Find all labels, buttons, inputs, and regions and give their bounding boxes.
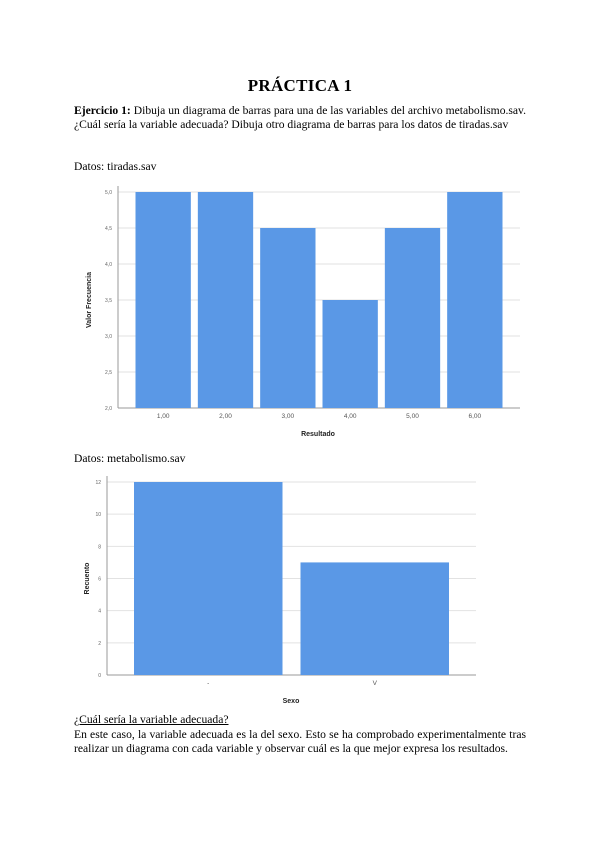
x-tick-label: 2,00: [219, 413, 232, 420]
y-tick-label: 12: [95, 480, 101, 486]
y-tick-label: 2,0: [105, 406, 112, 412]
y-tick-label: 6: [98, 576, 101, 583]
y-axis-title: Recuento: [84, 562, 91, 595]
x-tick-label: -: [207, 680, 210, 687]
bar: [301, 562, 450, 675]
exercise-text: Dibuja un diagrama de barras para una de las variables del archivo metabolismo.sav. ¿Cuál sería la variable adecuada? Dibuja otro diagrama de barras para los datos de tiradas.sav: [74, 104, 526, 131]
page-title: PRÁCTICA 1: [247, 76, 353, 95]
y-tick-label: 10: [95, 512, 101, 519]
x-tick-label: 3,00: [281, 413, 295, 420]
exercise-label: Ejercicio 1:: [74, 104, 131, 117]
y-tick-label: 8: [98, 544, 101, 551]
x-tick-label: 5,00: [406, 413, 419, 420]
y-tick-label: 4,5: [105, 226, 112, 232]
x-axis-title: Resultado: [301, 431, 335, 438]
x-tick-label: V: [372, 680, 377, 687]
y-axis-title: Valor Frecuencia: [86, 271, 93, 329]
y-tick-label: 5,0: [105, 190, 112, 196]
bar: [134, 482, 283, 675]
answer-paragraph: En este caso, la variable adecuada es la del sexo. Esto se ha comprobado experimentalmente tras realizar un diagrama con cada variable y observar cuál es la que mejor expresa los resultados.: [74, 728, 526, 755]
x-tick-label: 1,00: [156, 413, 170, 420]
y-tick-label: 4,0: [105, 262, 112, 268]
x-axis-title: Sexo: [282, 698, 300, 705]
x-tick-label: 6,00: [468, 413, 482, 420]
y-tick-label: 2,5: [105, 370, 112, 376]
y-tick-label: 3,5: [105, 298, 112, 304]
data-label-metabolismo: Datos: metabolismo.sav: [74, 452, 186, 465]
y-tick-label: 3,0: [105, 334, 112, 340]
x-tick-label: 4,00: [343, 413, 357, 420]
data-label-tiradas: Datos: tiradas.sav: [74, 160, 157, 173]
y-tick-label: 2: [98, 640, 101, 647]
question-heading: ¿Cuál sería la variable adecuada?: [74, 713, 229, 726]
y-tick-label: 4: [98, 608, 101, 615]
y-tick-label: 0: [98, 673, 101, 679]
